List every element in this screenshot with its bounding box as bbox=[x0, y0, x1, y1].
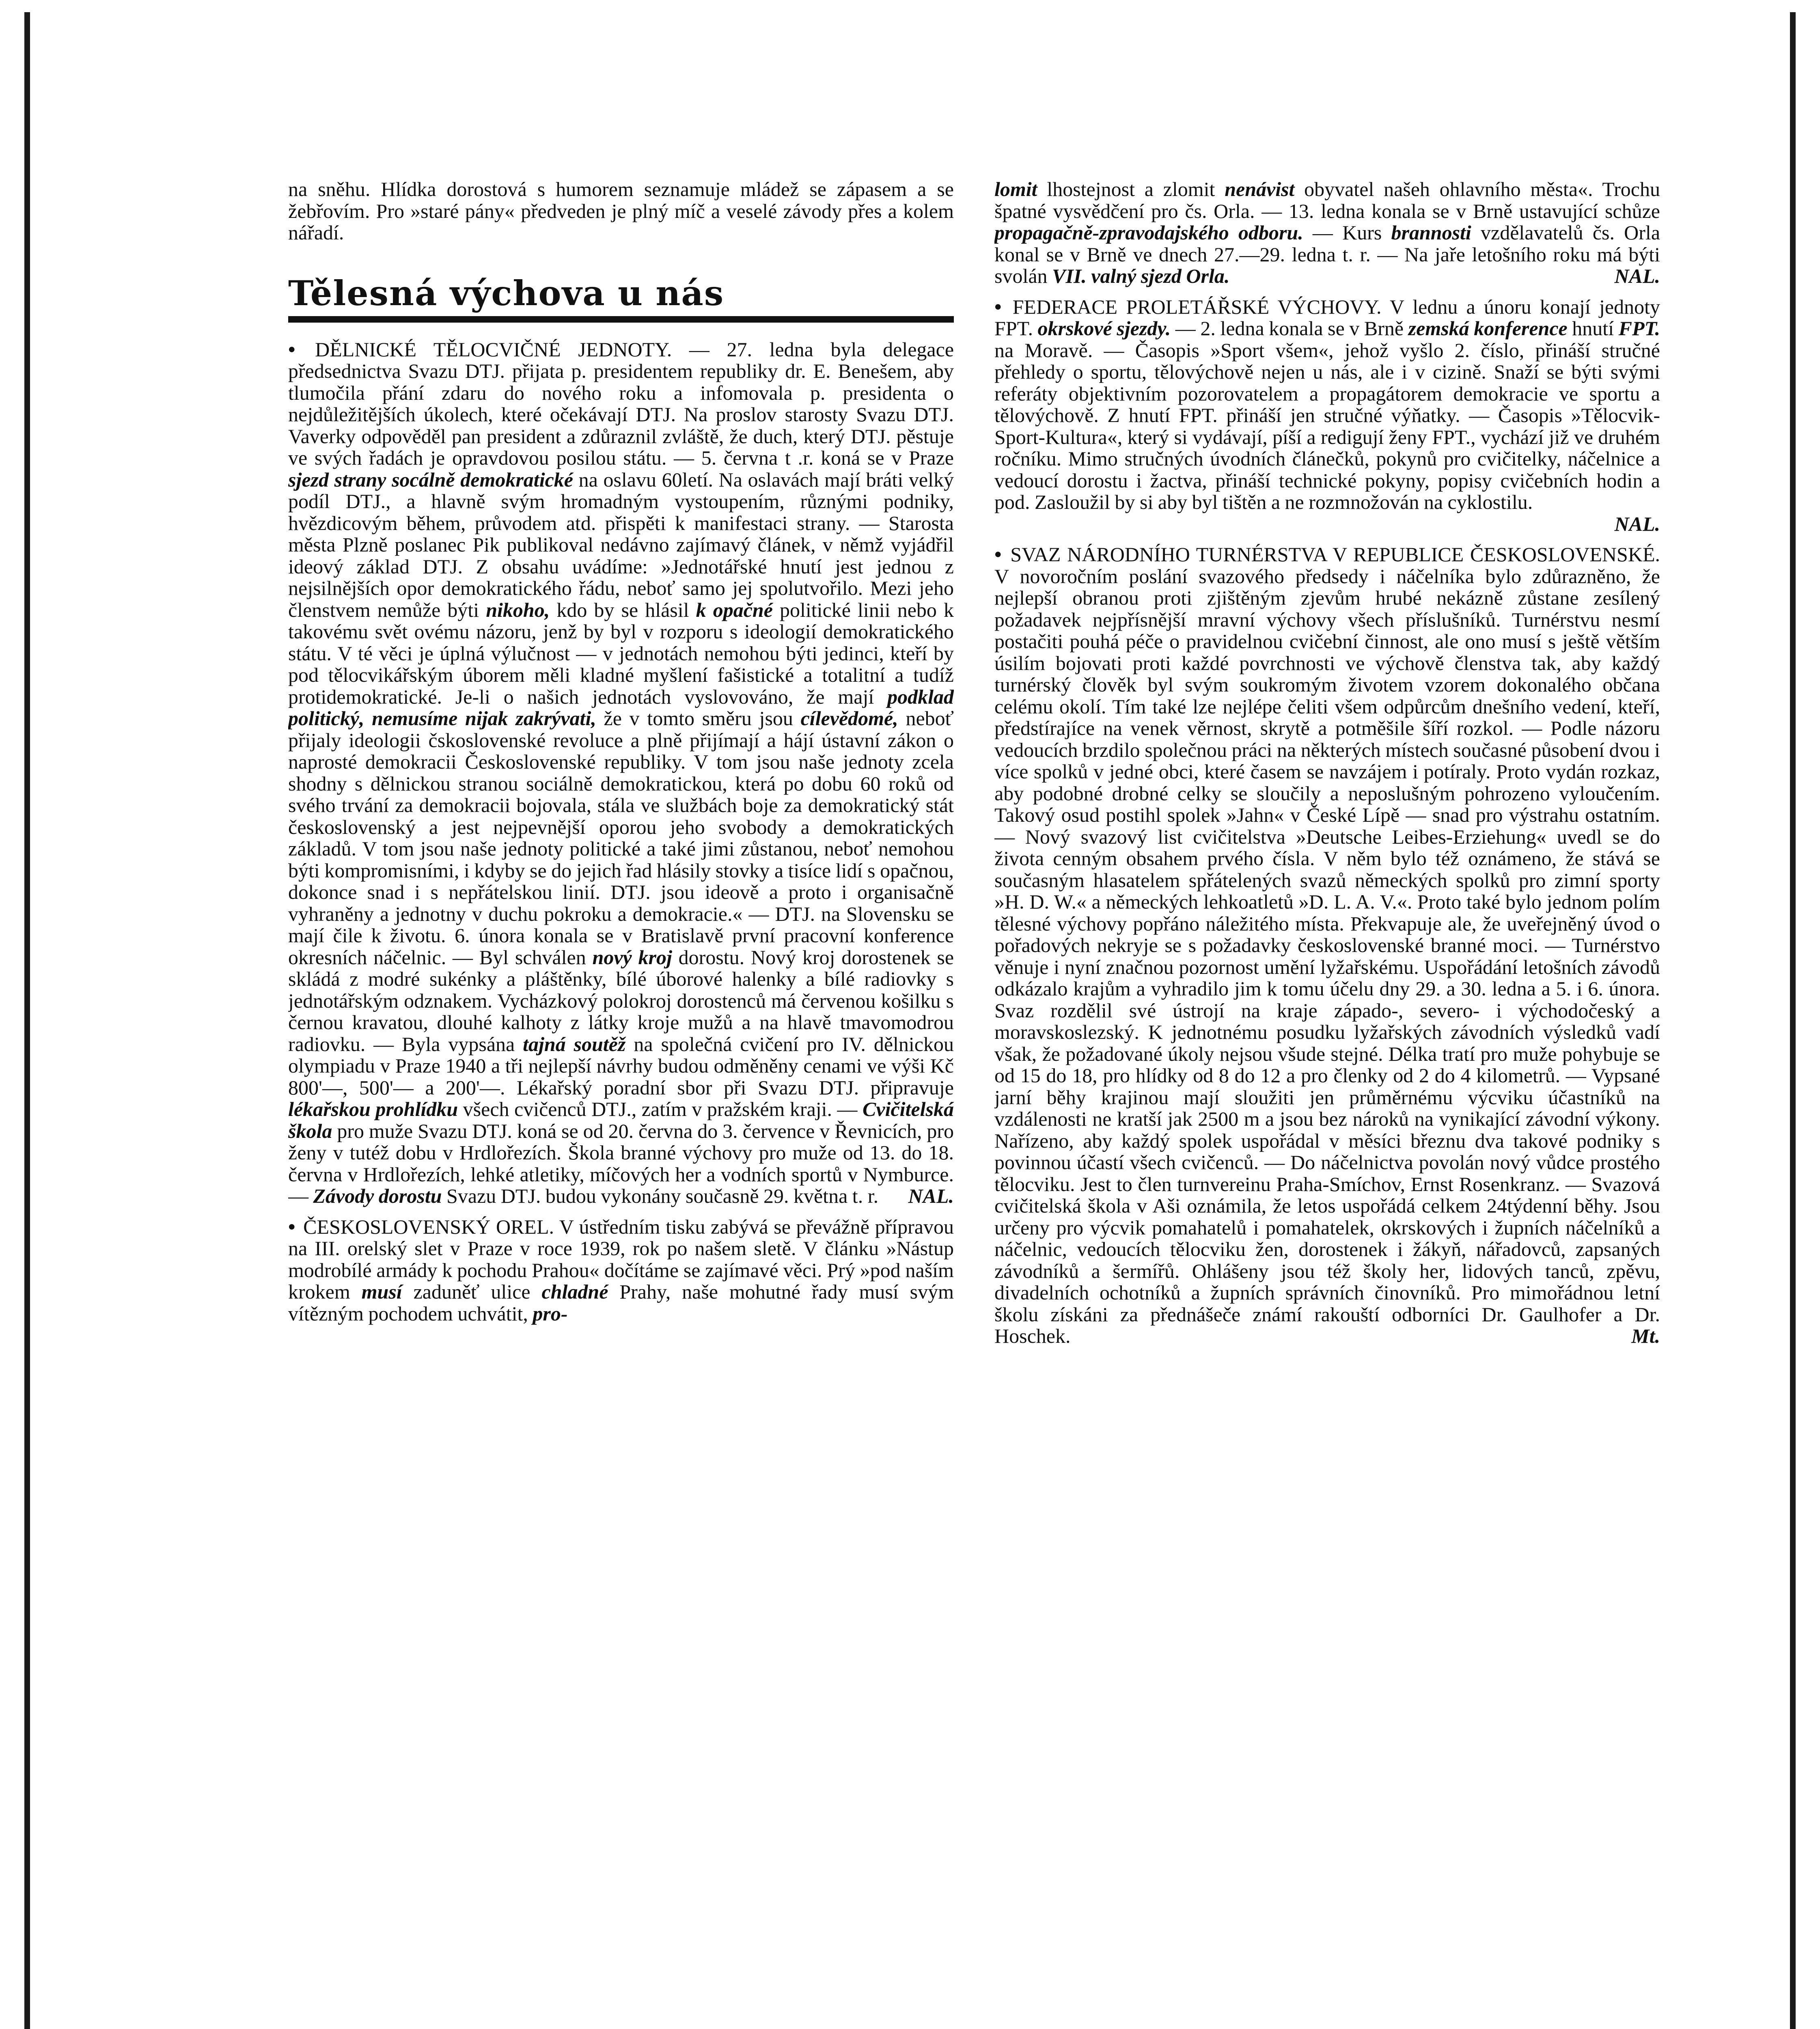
article-text: neboť přijaly ideologii čskoslovenské revoluce a plně přijímají a hájí ústavní zákon o naprosté demokracii Československé republiky. V tom jsou naše jednoty zcela shodny s dělnickou stranou sociálně demokratickou, která po dobu 60 roků od svého trvání za demokracii bojovala, stála ve službách boje za demokratický stát československý a jest nejpevnější oporou jeho svobody a demokratických základů. V tom jsou naše jednoty politické a také jimi zůstanou, neboť nemohou býti kompromisními, i kdyby se do jejich řad hlásily stovky a tisíce lidí s opačnou, dokonce snad i s nepřátelskou linií. DTJ. jsou ideově a proto i organisačně vyhraněny a jednotny v duchu pokroku a demokracie.« — DTJ. na Slovensku se mají čile k životu. 6. února konala se v Bratislavě první pracovní konference okresních náčelnic. — Byl schválen bbox=[288, 707, 954, 969]
article-text: — 2. ledna konala se v Brně bbox=[1171, 317, 1408, 340]
article-emphasis: pro- bbox=[533, 1302, 568, 1325]
article-text: kdo by se hlásil bbox=[550, 598, 696, 621]
article-emphasis: propagačně-zpravodajského odboru. bbox=[994, 221, 1303, 244]
article-text: na společná cvičení pro IV. dělnickou olympiadu v Praze 1940 a tři nejlepší návrhy budou odměněny cenami ve výši Kč 800'—, 500'— a 200'—. Lékařský poradní sbor při Svazu DTJ. připravuje bbox=[288, 1032, 954, 1099]
article-dtj bbox=[288, 339, 954, 1207]
article-emphasis: nový kroj bbox=[592, 946, 672, 969]
article-emphasis: tajná soutěž bbox=[523, 1032, 626, 1055]
article-text: obyvatel našeh ohlavního města«. Trochu špatné vysvědčení pro čs. Orla. — 13. ledna konala se v Brně ustavující schůze bbox=[994, 179, 1660, 222]
article-emphasis: okrskové sjezdy. bbox=[1037, 317, 1171, 340]
article-text: hnutí bbox=[1567, 317, 1619, 340]
article-text: na Moravě. — Časopis »Sport všem«, jehož vyšlo 2. číslo, přináší stručné přehledy o sportu, tělovýchově nejen u nás, ale i v cizině. Snaží se býti svými referáty objektivním pozorovatelem a propagátorem demokracie ve sportu a tělovýchově. Z hnutí FPT. přináší jen stručné výňatky. — Časopis »Tělocvik-Sport-Kultura«, který si vydávají, píší a redigují ženy FPT., vychází již ve druhém ročníku. Mimo stručných úvodních článečků, pokynů pro cvičitelky, náčelnice a vedoucí dorostu i žactva, přináší technické pokyny, popisy cvičebních hodin a pod. Zasloužil by si aby byl tištěn a ne rozmnožován na cyklostilu. bbox=[994, 338, 1660, 513]
article-orel-continued bbox=[994, 179, 1660, 287]
article-emphasis: podklad politický, nemusíme nijak zakrývati, bbox=[288, 685, 954, 730]
right-column bbox=[994, 179, 1660, 2029]
bullet-icon: • bbox=[994, 543, 1002, 566]
article-text: pro muže Svazu DTJ. koná se od 20. června do 3. července v Řevnicích, pro ženy v tutéž dobu v Hrdlořezích. Škola branné výchovy pro muže od 13. do 18. června v Hrdlořezích, lehké atletiky, míčových her a vodních sportů v Nymburce. — bbox=[288, 1119, 954, 1208]
article-fpt bbox=[994, 296, 1660, 535]
article-emphasis: nikoho, bbox=[486, 598, 550, 621]
article-emphasis: Závody dorostu bbox=[313, 1185, 442, 1208]
article-text: zaduněť ulice bbox=[402, 1280, 542, 1303]
bullet-icon: • bbox=[994, 295, 1002, 318]
article-text: politické linii nebo k takovému svět ovému názoru, jenž by byl v rozporu s ideologií demokratického státu. V té věci je úplná výlučnost — v jednotách nemohou býti jedinci, kteří by pod tělocvikářským úborem měli kladné myšlení fašistické a totalitní a tudíž protidemokratické. Je-li o našich jednotách vyslovováno, že mají bbox=[288, 598, 954, 708]
author-signature-text: NAL. bbox=[1614, 512, 1660, 535]
article-emphasis: brannosti bbox=[1391, 221, 1471, 244]
article-emphasis: VII. valný sjezd Orla. bbox=[1052, 265, 1230, 287]
article-emphasis: lékařskou prohlídku bbox=[288, 1098, 458, 1121]
bullet-icon: • bbox=[288, 338, 295, 361]
article-emphasis: nenávist bbox=[1225, 179, 1295, 200]
article-emphasis: zemská konference bbox=[1408, 317, 1568, 340]
author-signature bbox=[994, 513, 1660, 535]
article-text: V lednu a únoru konají jednoty FPT. bbox=[994, 295, 1660, 340]
article-emphasis: chladné bbox=[541, 1280, 608, 1303]
article-emphasis: FPT. bbox=[1618, 317, 1660, 340]
article-text: dorostu. Nový kroj dorostenek se skládá z modré sukénky a pláštěnky, bílé úborové halenky a bílé radiovky s jednotářským odznakem. Vycházkový polokroj dorostenců má červenou košilku s černou kravatou, dlouhé kalhoty z látky kroje mužů a na hlavě tmavomodrou radiovku. — Byla vypsána bbox=[288, 946, 954, 1055]
section-title: Tělesná výchova u nás bbox=[288, 273, 725, 313]
article-text: všech cvičenců DTJ., zatím v pražském kraji. — bbox=[458, 1098, 863, 1121]
article-text: vzdělavatelů čs. Orla konal se v Brně ve dnech 27.—29. ledna t. r. — Na jaře letošního roku má býti svolán bbox=[994, 221, 1660, 287]
article-heading: FEDERACE PROLETÁŘSKÉ VÝCHOVY. bbox=[1012, 295, 1382, 318]
article-text: na oslavu 60letí. Na oslavách mají bráti velký podíl DTJ., a hlavně svým hromadným vystoupením, různými podniky, hvězdicovým během, průvodem atd. přispěti k manifestaci strany. — Starosta města Plzně poslanec Pik publikoval nedávno zajímavý článek, v němž vyjádřil ideový základ DTJ. Z obsahu uvádíme: »Jednotářské hnutí jest jednou z nejsilnějších opor demokratického řádu, neboť samo jej spolutvořilo. Mezi jeho členstvem nemůže býti bbox=[288, 468, 954, 621]
article-emphasis: Cvičitelská škola bbox=[288, 1098, 954, 1142]
article-turner bbox=[994, 544, 1660, 1347]
article-emphasis: sjezd strany socálně demokratické bbox=[288, 468, 573, 491]
article-text: že v tomto směru jsou bbox=[596, 707, 801, 730]
article-emphasis: musí bbox=[361, 1280, 402, 1303]
article-heading: DĚLNICKÉ TĚLOCVIČNÉ JEDNOTY. bbox=[315, 338, 672, 361]
article-heading: ČESKOSLOVENSKÝ OREL. bbox=[303, 1215, 554, 1238]
left-column bbox=[288, 179, 954, 2029]
bullet-icon: • bbox=[288, 1215, 295, 1238]
article-orel bbox=[288, 1216, 954, 1325]
article-text: Prahy, naše mohutné řady musí svým vítězným pochodem uchvátit, bbox=[288, 1280, 954, 1325]
article-emphasis: cílevědomé, bbox=[800, 707, 898, 730]
article-text: Svazu DTJ. budou vykonány současně 29. května t. r. bbox=[442, 1185, 879, 1208]
article-emphasis: k opačné bbox=[696, 598, 773, 621]
article-text: V novoročním poslání svazového předsedy i náčelníka bylo zdůrazněno, že nejlepší obranou proti zjištěným zjevům hrubé nekázně zůstane zesílený požadavek nejpřísnější mravní výchovy všech příslušníků. Turnérstvu nesmí postačiti pouhá péče o pravidelnou cvičební činnost, ale ono musí s ještě větším úsilím bojovati proti každé povrchnosti ve výchově členstva tak, aby každý turnérský člověk byl svým soukromým životem vzorem dokonalého občana celému okolí. Tím také lze nejlépe čeliti všem odpůrcům dnešního vedení, kteří, předstírajíce na venek věrnost, skrytě a potměšile šíří rozkol. — Podle názoru vedoucích brzdilo společnou práci na některých místech současné působení dvou i více spolků v jedné obci, které časem se navzájem i potíraly. Proto vydán rozkaz, aby podobné drobné celky se sloučily a neposlušným pohrozeno vyloučením. Takový osud postihl spolek »Jahn« v České Lípě — snad pro výstrahu ostatním. — Nový svazový list cvičitelstva »Deutsche Leibes-Erziehung« uvedl se do života cenným obsahem prvého čísla. V něm bylo též oznámeno, že stává se současným hlasatelem spřátelených svazů německých spolků pro zimní sporty »H. D. W.« a německých lehkoatletů »D. L. A. V.«. Proto také bylo jednom polím tělesné výchovy popřáno náležitého místa. Překvapuje ale, že uveřejněný úvod o pořadových nekryje se s požadavky československé branné moci. — Turnérstvo věnuje i nyní značnou pozornost umění lyžařskému. Uspořádání letošních závodů odkázalo krajům a vyhradilo jim k tomu účelu dny 29. a 30. ledna a 5. i 6. února. Svaz rozdělil své ústrojí na kraje západo-, severo- i východočeský a moravskoslezský. K jednotnému posudku lyžařských závodních výsledků vadí však, že požadované úkoly nejsou všude stejné. Délka tratí pro muže pohybuje se od 15 do 18, pro hlídky od 8 do 12 a pro členky od 2 do 4 kilometrů. — Vypsané jarní běhy krajinou mají sloužiti jen průměrnému výcviku účastníků na vzdálenosti ne kratší jak 2500 m a jsou bez nároků na vynikající závodní výkony. Nařízeno, aby každý spolek uspořádal v měsíci březnu dva takové podniky s povinnou účastí všech cvičenců. — Do náčelnictva povolán nový vůdce prostého tělocviku. Jest to člen turnvereinu Praha-Smíchov, Ernst Rosenkranz. — Svazová cvičitelská škola v Aši oznámila, že letos uspořádá celkem 24týdenní běhy. Jsou určeny pro výcvik pomahatelů i pomahatelek, okrskových i župních náčelníků a náčelnic, vedoucích tělocviku žen, dorostenek i žákyň, nářadovců, zapsaných závodníků a šermířů. Ohlášeny jsou též školy her, lidových tanců, zpěvu, divadelních ochotníků a župních správních činovníků. Pro mimořádnou letní školu získáni za přednášeče známí rakouští odborníci Dr. Gaulhofer a Dr. Hoschek. bbox=[994, 564, 1660, 1347]
article-emphasis: lomit bbox=[994, 179, 1037, 200]
article-text: lhostejnost a zlomit bbox=[1037, 179, 1225, 200]
intro-paragraph: na sněhu. Hlídka dorostová s humorem seznamuje mládež se zápasem a se žebřovím. Pro »staré pány« předveden je plný míč a veselé závody přes a kolem nářadí. bbox=[288, 179, 954, 244]
article-text: V ústředním tisku zabývá se převážně přípravou na III. orelský slet v Praze v roce 1939, rok po našem sletě. V článku »Nástup modrobílé armády k pochodu Prahou« dočítáme se zajímavé věci. Prý »pod naším krokem bbox=[288, 1215, 954, 1303]
author-signature: Mt. bbox=[1631, 1325, 1660, 1347]
article-text: — Kurs bbox=[1303, 221, 1391, 244]
author-signature: NAL. bbox=[1614, 265, 1660, 287]
section-title-rule bbox=[288, 316, 954, 323]
article-text: — 27. ledna byla delegace předsednictva Svazu DTJ. přijata p. presidentem republiky dr. E. Benešem, aby tlumočila přání zdaru do nového roku a infomovala p. presidenta o nejdůležitějších úkolech, které očekávají DTJ. Na proslov starosty Svazu DTJ. Vaverky odpověděl pan president a zdůraznil zvláště, že duch, který DTJ. pěstuje ve svých řadách je opravdovou posilou státu. — 5. června t .r. koná se v Praze bbox=[288, 338, 954, 470]
author-signature: NAL. bbox=[908, 1185, 954, 1208]
article-heading: SVAZ NÁRODNÍHO TURNÉRSTVA V REPUBLICE ČESKOSLOVENSKÉ. bbox=[1010, 543, 1660, 566]
